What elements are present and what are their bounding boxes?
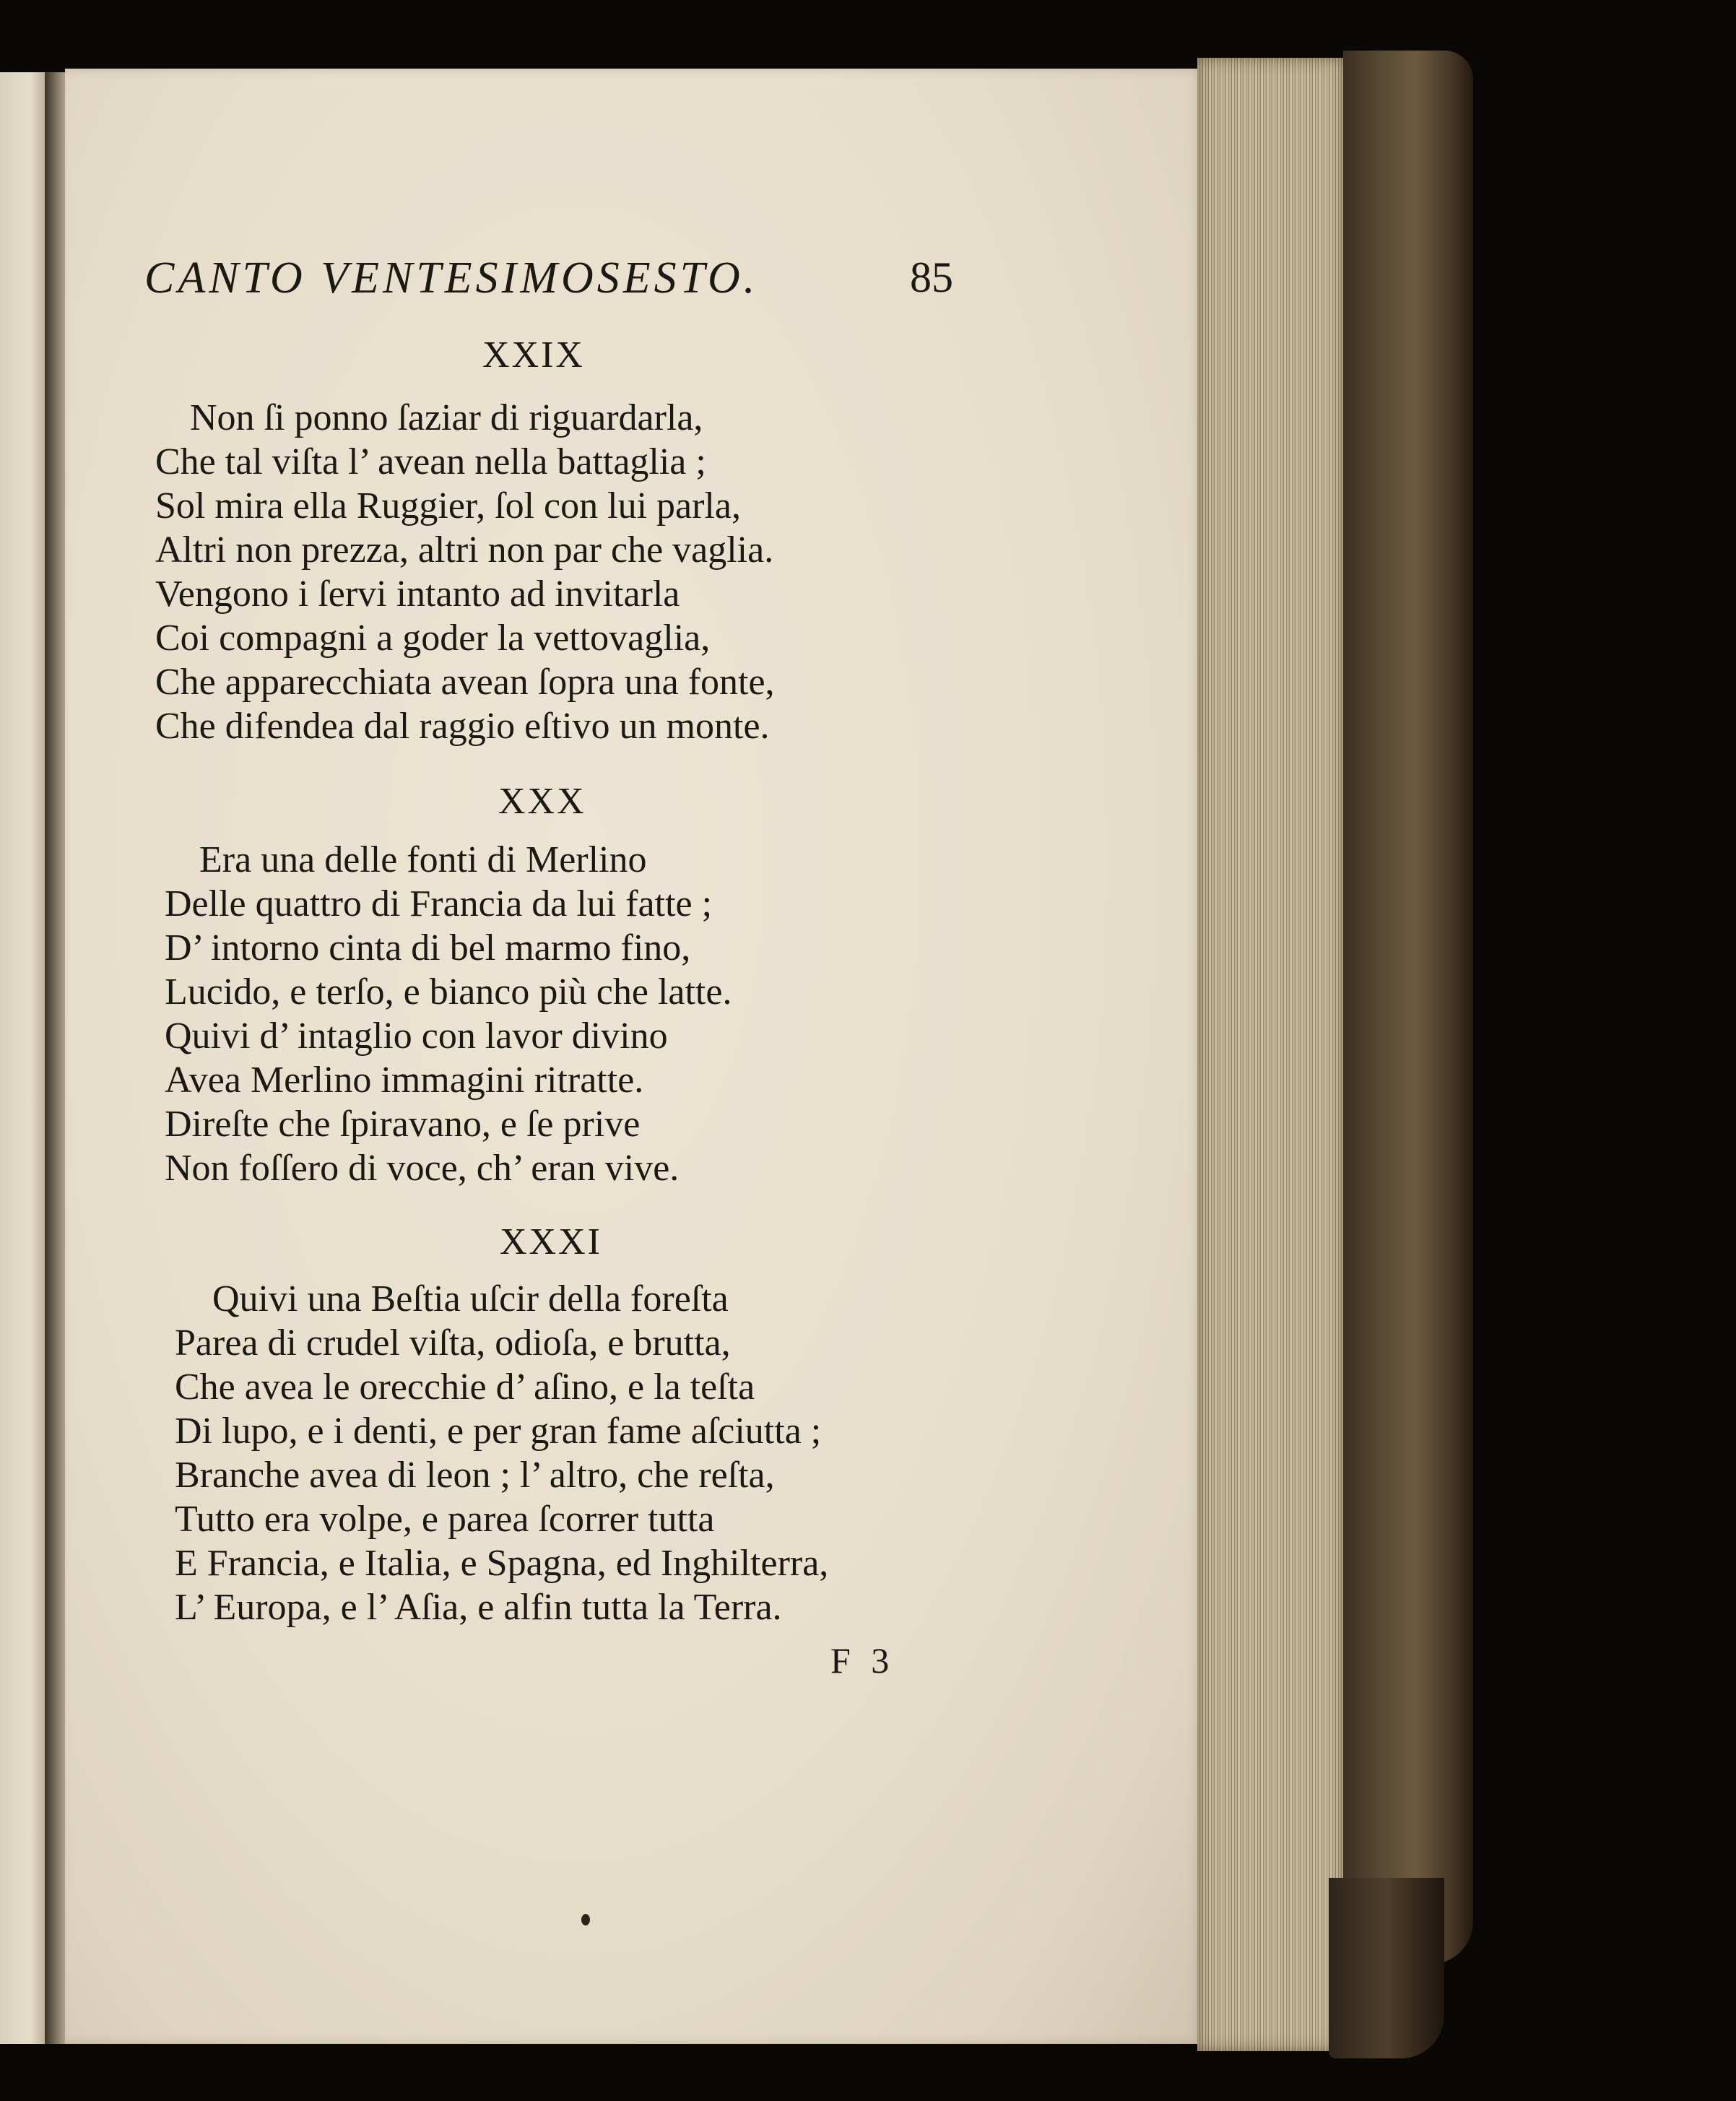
verse-line: Lucido, e terſo, e bianco più che latte.	[165, 971, 732, 1013]
signature-mark: F 3	[830, 1640, 895, 1681]
verse-line: Vengono i ſervi intanto ad invitarla	[155, 573, 680, 615]
verse-line: Di lupo, e i denti, e per gran fame aſciutta ;	[175, 1411, 822, 1452]
verse-line: Che apparecchiata avean ſopra una fonte,	[155, 662, 775, 703]
verse-line: Non ſi ponno ſaziar di riguardarla,	[190, 397, 703, 438]
verse-line: E Francia, e Italia, e Spagna, ed Inghilterra,	[175, 1543, 829, 1584]
stanza-number: XXIX	[482, 334, 585, 376]
stanza-number: XXX	[498, 781, 586, 822]
verse-line: Che avea le orecchie d’ aſino, e la teſta	[175, 1366, 755, 1408]
stanza-number: XXXI	[500, 1221, 602, 1262]
verse-line: Quivi una Beſtia uſcir della foreſta	[212, 1278, 729, 1320]
stanza-verse	[165, 838, 732, 1190]
verse-line: Delle quattro di Francia da lui fatte ;	[165, 883, 713, 924]
running-head-title: CANTO VENTESIMOSESTO.	[144, 254, 759, 303]
verse-line: Che tal viſta l’ avean nella battaglia ;	[155, 441, 706, 482]
verse-line: Era una delle fonti di Merlino	[199, 839, 647, 880]
verse-line: Sol mira ella Ruggier, ſol con lui parla,	[155, 485, 741, 527]
stanza-verse	[175, 1277, 828, 1629]
ink-spot	[581, 1914, 590, 1925]
verse-line: Parea di crudel viſta, odioſa, e brutta,	[175, 1322, 731, 1364]
verse-line: Quivi d’ intaglio con lavor divino	[165, 1015, 668, 1057]
stanza-verse	[155, 396, 775, 748]
verse-line: Coi compagni a goder la vettovaglia,	[155, 618, 711, 659]
verse-line: Direſte che ſpiravano, e ſe prive	[165, 1104, 641, 1145]
verse-line: Non foſſero di voce, ch’ eran vive.	[165, 1148, 680, 1189]
page-number: 85	[910, 254, 953, 301]
verse-line: Avea Merlino immagini ritratte.	[165, 1060, 644, 1101]
verse-line: Branche avea di leon ; l’ altro, che reſta,	[175, 1455, 775, 1496]
verse-line: Tutto era volpe, e parea ſcorrer tutta	[175, 1499, 715, 1540]
verse-line: D’ intorno cinta di bel marmo fino,	[165, 927, 691, 969]
verse-line: Che difendea dal raggio eſtivo un monte.	[155, 706, 770, 747]
verse-line: Altri non prezza, altri non par che vaglia.	[155, 529, 774, 571]
verse-line: L’ Europa, e l’ Aſia, e alfin tutta la Terra.	[175, 1587, 782, 1628]
running-header	[144, 253, 953, 318]
